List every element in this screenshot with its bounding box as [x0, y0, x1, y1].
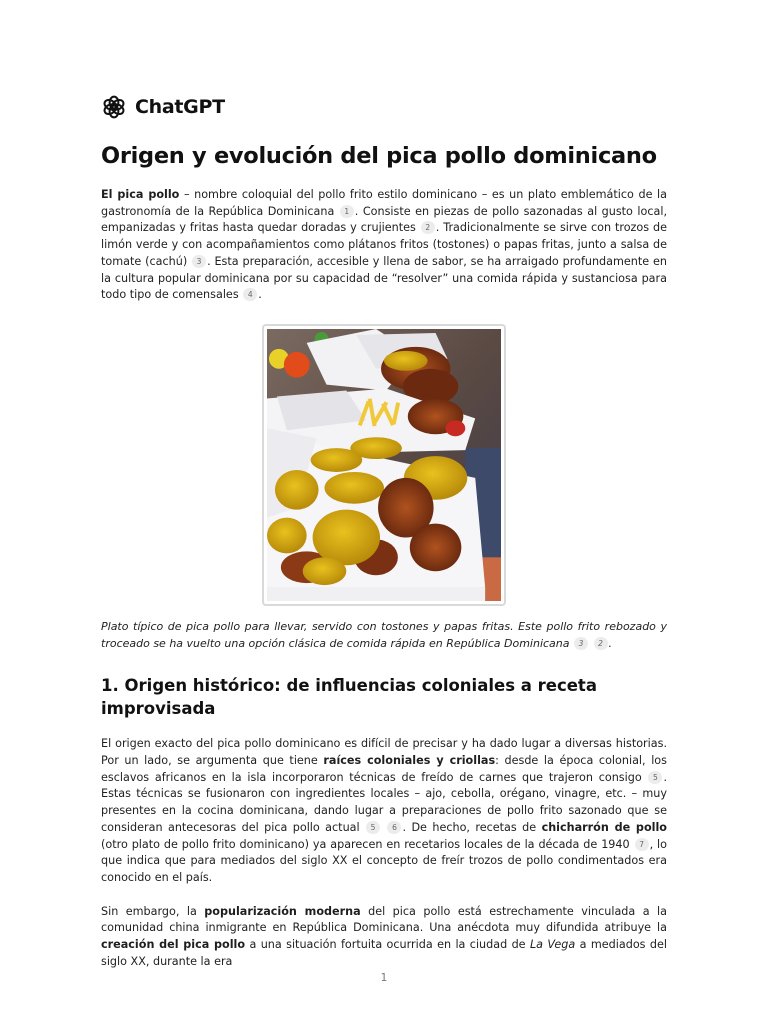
section-heading: 1. Origen histórico: de influencias coloniales a receta improvisada: [101, 676, 597, 719]
citation-badge[interactable]: 6: [387, 821, 401, 834]
citation-badge[interactable]: 2: [594, 637, 608, 650]
document-page: [101, 94, 667, 970]
citation-badge[interactable]: 4: [243, 288, 257, 301]
openai-knot-icon: [101, 94, 127, 120]
body-paragraph: El origen exacto del pica pollo dominicano es difícil de precisar y ha dado lugar a diversas historias. Por un lado, se argumenta que tiene raíces coloniales y criollas: desde la época colonial, los esclavos africanos en la isla incorporaron técnicas de freído de carnes que trajeron consigo 5 . Estas técnicas se fusionaron con ingredientes locales – ajo, cebolla, orégano, vinagre, etc. – muy presentes en la cocina dominicana, dando lugar a preparaciones de pollo frito sazonado que se consideran antecesoras del pica pollo actual 5 6 . De hecho, recetas de chicharrón de pollo (otro plato de pollo frito dominicano) ya aparecen en recetarios locales de la década de 1940 7 , lo que indica que para mediados del siglo XX el concepto de freír trozos de pollo condimentados era conocido en el país.: [101, 737, 667, 884]
citation-badge[interactable]: 1: [340, 205, 354, 218]
pica-pollo-photo: [267, 329, 501, 601]
body-paragraph: Sin embargo, la popularización moderna del pica pollo está estrechamente vinculada a la comunidad china inmigrante en República Dominicana. Una anécdota muy difundida atribuye la creación del pica pollo a una situación fortuita ocurrida en la ciudad de La Vega a mediados del siglo XX, durante la era: [101, 904, 667, 968]
citation-badge[interactable]: 3: [192, 255, 206, 268]
citation-badge[interactable]: 5: [366, 821, 380, 834]
brand-name: ChatGPT: [135, 96, 225, 118]
citation-badge[interactable]: 2: [421, 221, 435, 234]
citation-badge[interactable]: 5: [648, 771, 662, 784]
citation-badge[interactable]: 3: [574, 637, 588, 650]
brand-header: [101, 94, 667, 120]
page-number: 1: [380, 972, 388, 984]
citation-badge[interactable]: 7: [635, 838, 649, 851]
intro-paragraph: El pica pollo – nombre coloquial del pollo frito estilo dominicano – es un plato emblemático de la gastronomía de la República Dominicana 1 . Consiste en piezas de pollo sazonadas al gusto local, empanizadas y fritas hasta quedar doradas y crujientes 2 . Tradicionalmente se sirve con trozos de limón verde y con acompañamientos como plátanos fritos (tostones) o papas fritas, junto a salsa de tomate (cachú) 3 . Esta preparación, accesible y llena de sabor, se ha arraigado profundamente en la cultura popular dominicana por su capacidad de “resolver” una comida rápida y sustanciosa para todo tipo de comensales 4 .: [101, 188, 668, 302]
document-title: Origen y evolución del pica pollo dominicano: [101, 143, 657, 169]
figure-caption: Plato típico de pica pollo para llevar, servido con tostones y papas fritas. Este pollo frito rebozado y troceado se ha vuelto una opción clásica de comida rápida en República Dominicana 3 2 .: [101, 619, 667, 650]
intro-term: El pica pollo: [101, 188, 180, 201]
food-photo-frame: [262, 324, 506, 606]
